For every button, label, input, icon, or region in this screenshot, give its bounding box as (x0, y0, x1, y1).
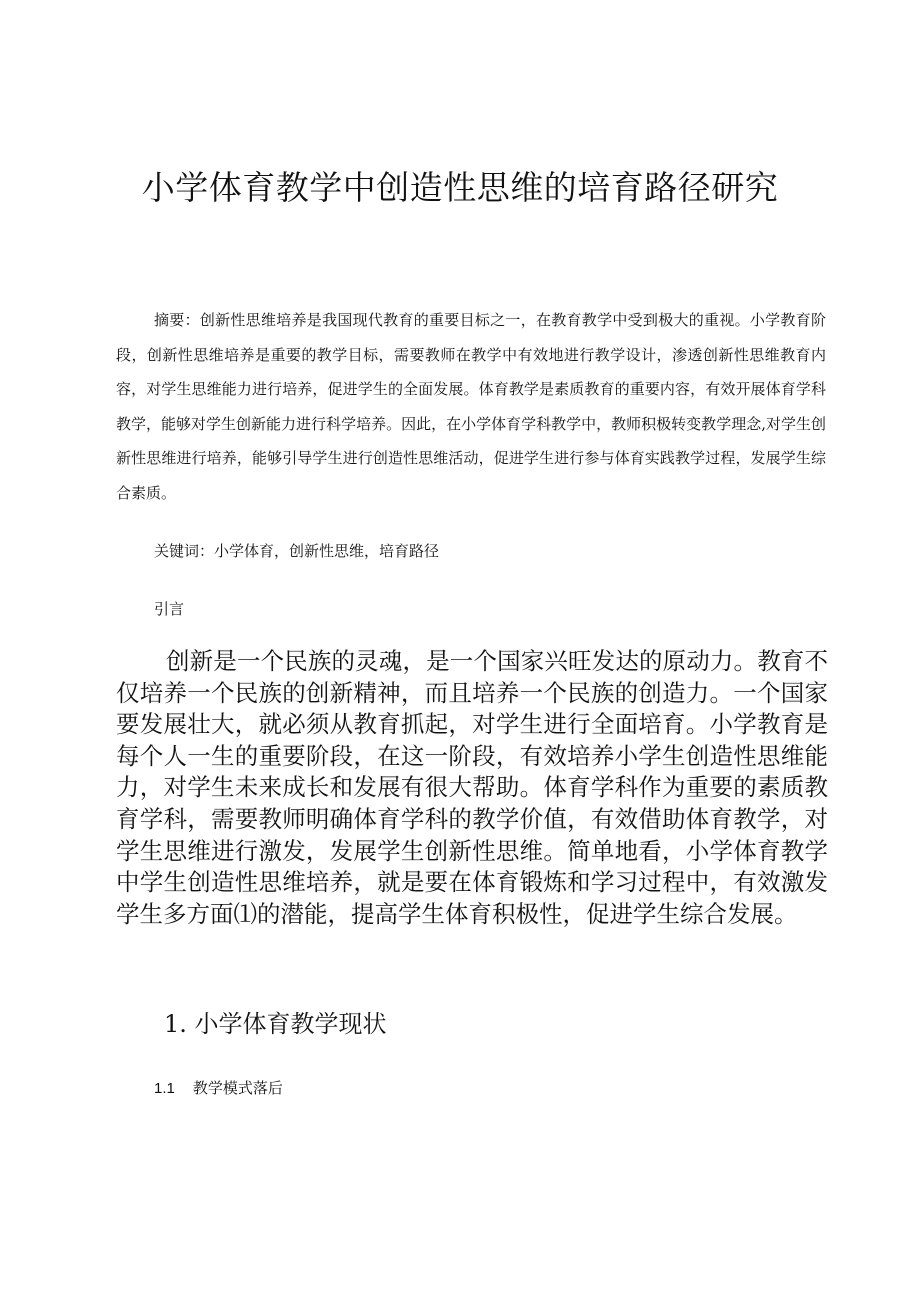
subsection-title: 教学模式落后 (192, 1079, 283, 1097)
section-1-heading: 1. 小学体育教学现状 (164, 1010, 387, 1038)
introduction-heading: 引言 (154, 600, 185, 618)
keywords-line: 关键词：小学体育，创新性思维，培育路径 (154, 542, 440, 560)
subsection-1-1-heading (154, 1075, 283, 1102)
introduction-paragraph: 创新是一个民族的灵魂，是一个国家兴旺发达的原动力。教育不仅培养一个民族的创新精神，而且培养一个民族的创造力。一个国家要发展壮大，就必须从教育抓起，对学生进行全面培育。小学教育是每个人一生的重要阶段，在这一阶段，有效培养小学生创造性思维能力，对学生未来成长和发展有很大帮助。体育学科作为重要的素质教育学科，需要教师明确体育学科的教学价值，有效借助体育教学，对学生思维进行激发，发展学生创新性思维。简单地看，小学体育教学中学生创造性思维培养，就是要在体育锻炼和学习过程中，有效激发学生多方面⑴的潜能，提高学生体育积极性，促进学生综合发展。 (116, 647, 828, 928)
abstract-paragraph: 摘要：创新性思维培养是我国现代教育的重要目标之一，在教育教学中受到极大的重视。小学教育阶段，创新性思维培养是重要的教学目标，需要教师在教学中有效地进行教学设计，渗透创新性思维教育内容，对学生思维能力进行培养，促进学生的全面发展。体育教学是素质教育的重要内容，有效开展体育学科教学，能够对学生创新能力进行科学培养。因此，在小学体育学科教学中，教师积极转变教学理念,对学生创新性思维进行培养，能够引导学生进行创造性思维活动，促进学生进行参与体育实践教学过程，发展学生综合素质。 (116, 311, 826, 502)
paper-title: 小学体育教学中创造性思维的培育路径研究 (141, 168, 779, 207)
subsection-number: 1.1 (154, 1080, 175, 1097)
